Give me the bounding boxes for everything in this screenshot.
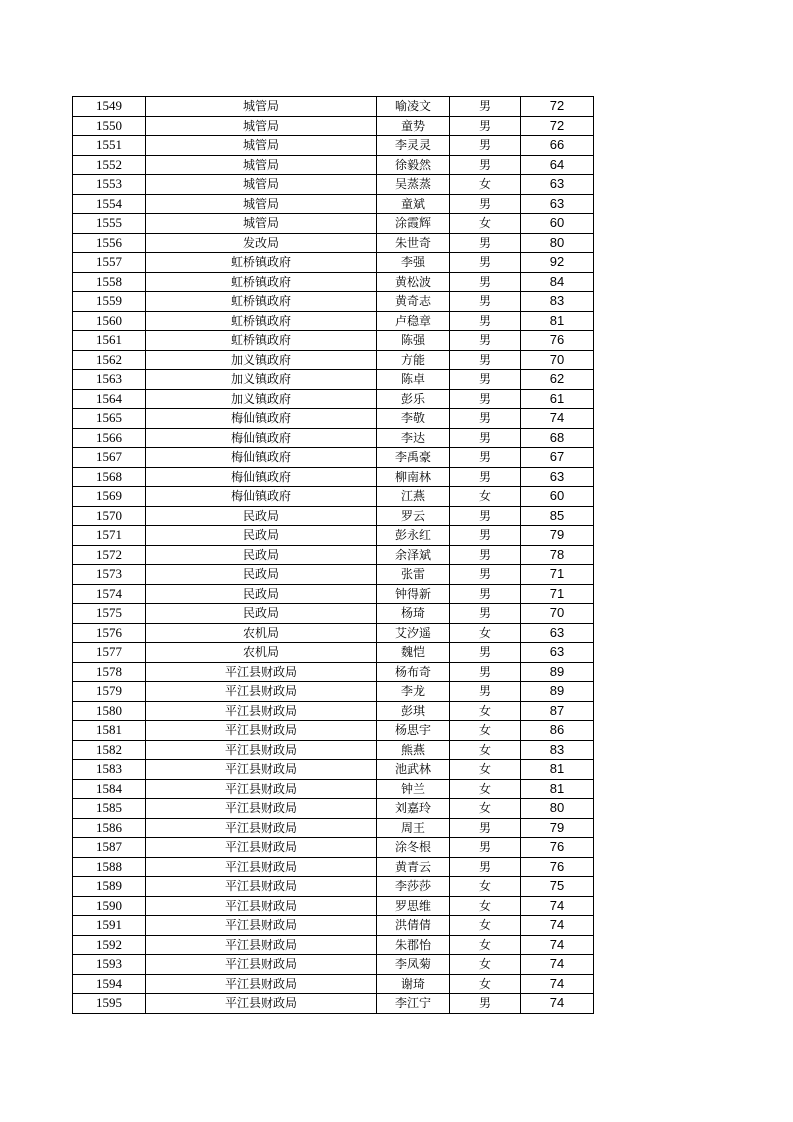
row-number-cell: 1577 — [73, 643, 146, 663]
row-number-cell: 1587 — [73, 838, 146, 858]
department-cell: 民政局 — [146, 545, 377, 565]
score-cell: 85 — [521, 506, 594, 526]
gender-cell: 女 — [450, 896, 521, 916]
score-cell: 80 — [521, 233, 594, 253]
score-cell: 74 — [521, 916, 594, 936]
name-cell: 陈卓 — [377, 370, 450, 390]
row-number-cell: 1559 — [73, 292, 146, 312]
department-cell: 平江县财政局 — [146, 760, 377, 780]
row-number-cell: 1562 — [73, 350, 146, 370]
name-cell: 卢稳章 — [377, 311, 450, 331]
table-row — [73, 136, 594, 156]
gender-cell: 女 — [450, 760, 521, 780]
department-cell: 平江县财政局 — [146, 935, 377, 955]
score-cell: 70 — [521, 604, 594, 624]
name-cell: 陈强 — [377, 331, 450, 351]
department-cell: 梅仙镇政府 — [146, 448, 377, 468]
score-cell: 63 — [521, 623, 594, 643]
table-row — [73, 643, 594, 663]
name-cell: 刘嘉玲 — [377, 799, 450, 819]
gender-cell: 男 — [450, 643, 521, 663]
gender-cell: 男 — [450, 526, 521, 546]
department-cell: 农机局 — [146, 643, 377, 663]
name-cell: 罗云 — [377, 506, 450, 526]
department-cell: 平江县财政局 — [146, 799, 377, 819]
name-cell: 洪倩倩 — [377, 916, 450, 936]
department-cell: 城管局 — [146, 155, 377, 175]
name-cell: 方能 — [377, 350, 450, 370]
row-number-cell: 1566 — [73, 428, 146, 448]
department-cell: 平江县财政局 — [146, 838, 377, 858]
name-cell: 吴蒸蒸 — [377, 175, 450, 195]
name-cell: 谢琦 — [377, 974, 450, 994]
table-row — [73, 604, 594, 624]
department-cell: 梅仙镇政府 — [146, 467, 377, 487]
score-cell: 81 — [521, 779, 594, 799]
gender-cell: 男 — [450, 350, 521, 370]
name-cell: 余泽斌 — [377, 545, 450, 565]
name-cell: 杨琦 — [377, 604, 450, 624]
department-cell: 民政局 — [146, 506, 377, 526]
department-cell: 民政局 — [146, 584, 377, 604]
row-number-cell: 1565 — [73, 409, 146, 429]
row-number-cell: 1557 — [73, 253, 146, 273]
department-cell: 加义镇政府 — [146, 370, 377, 390]
gender-cell: 女 — [450, 955, 521, 975]
table-row — [73, 994, 594, 1014]
department-cell: 平江县财政局 — [146, 916, 377, 936]
department-cell: 平江县财政局 — [146, 877, 377, 897]
table-row — [73, 877, 594, 897]
table-row — [73, 818, 594, 838]
department-cell: 平江县财政局 — [146, 721, 377, 741]
score-cell: 74 — [521, 935, 594, 955]
department-cell: 加义镇政府 — [146, 350, 377, 370]
gender-cell: 男 — [450, 857, 521, 877]
gender-cell: 男 — [450, 565, 521, 585]
gender-cell: 男 — [450, 136, 521, 156]
score-cell: 63 — [521, 175, 594, 195]
department-cell: 平江县财政局 — [146, 682, 377, 702]
score-cell: 63 — [521, 643, 594, 663]
gender-cell: 女 — [450, 175, 521, 195]
department-cell: 城管局 — [146, 136, 377, 156]
score-cell: 62 — [521, 370, 594, 390]
score-cell: 61 — [521, 389, 594, 409]
row-number-cell: 1595 — [73, 994, 146, 1014]
table-row — [73, 409, 594, 429]
row-number-cell: 1569 — [73, 487, 146, 507]
row-number-cell: 1549 — [73, 97, 146, 117]
row-number-cell: 1571 — [73, 526, 146, 546]
name-cell: 池武林 — [377, 760, 450, 780]
table-row — [73, 487, 594, 507]
row-number-cell: 1594 — [73, 974, 146, 994]
table-row — [73, 506, 594, 526]
table-row — [73, 448, 594, 468]
score-cell: 89 — [521, 682, 594, 702]
gender-cell: 男 — [450, 194, 521, 214]
score-cell: 83 — [521, 740, 594, 760]
gender-cell: 女 — [450, 487, 521, 507]
name-cell: 黄松波 — [377, 272, 450, 292]
table-row — [73, 350, 594, 370]
score-cell: 64 — [521, 155, 594, 175]
table-row — [73, 779, 594, 799]
gender-cell: 男 — [450, 253, 521, 273]
table-row — [73, 272, 594, 292]
name-cell: 涂冬根 — [377, 838, 450, 858]
gender-cell: 男 — [450, 584, 521, 604]
department-cell: 虹桥镇政府 — [146, 331, 377, 351]
department-cell: 城管局 — [146, 214, 377, 234]
table-row — [73, 292, 594, 312]
department-cell: 民政局 — [146, 604, 377, 624]
gender-cell: 男 — [450, 467, 521, 487]
table-row — [73, 155, 594, 175]
score-cell: 92 — [521, 253, 594, 273]
row-number-cell: 1567 — [73, 448, 146, 468]
score-cell: 60 — [521, 487, 594, 507]
name-cell: 黄青云 — [377, 857, 450, 877]
row-number-cell: 1591 — [73, 916, 146, 936]
score-cell: 81 — [521, 760, 594, 780]
row-number-cell: 1583 — [73, 760, 146, 780]
department-cell: 平江县财政局 — [146, 896, 377, 916]
table-row — [73, 428, 594, 448]
gender-cell: 男 — [450, 292, 521, 312]
score-cell: 74 — [521, 955, 594, 975]
row-number-cell: 1592 — [73, 935, 146, 955]
department-cell: 发改局 — [146, 233, 377, 253]
row-number-cell: 1552 — [73, 155, 146, 175]
name-cell: 李强 — [377, 253, 450, 273]
table-row — [73, 955, 594, 975]
department-cell: 平江县财政局 — [146, 740, 377, 760]
gender-cell: 男 — [450, 311, 521, 331]
gender-cell: 男 — [450, 545, 521, 565]
score-cell: 75 — [521, 877, 594, 897]
score-cell: 76 — [521, 857, 594, 877]
department-cell: 平江县财政局 — [146, 701, 377, 721]
row-number-cell: 1581 — [73, 721, 146, 741]
score-cell: 72 — [521, 97, 594, 117]
row-number-cell: 1578 — [73, 662, 146, 682]
department-cell: 梅仙镇政府 — [146, 487, 377, 507]
table-row — [73, 526, 594, 546]
gender-cell: 女 — [450, 623, 521, 643]
department-cell: 平江县财政局 — [146, 974, 377, 994]
gender-cell: 女 — [450, 877, 521, 897]
score-cell: 68 — [521, 428, 594, 448]
score-cell: 84 — [521, 272, 594, 292]
score-cell: 79 — [521, 818, 594, 838]
name-cell: 钟得新 — [377, 584, 450, 604]
name-cell: 李莎莎 — [377, 877, 450, 897]
score-cell: 63 — [521, 194, 594, 214]
gender-cell: 女 — [450, 721, 521, 741]
name-cell: 江燕 — [377, 487, 450, 507]
name-cell: 熊燕 — [377, 740, 450, 760]
department-cell: 城管局 — [146, 175, 377, 195]
name-cell: 李达 — [377, 428, 450, 448]
table-row — [73, 175, 594, 195]
row-number-cell: 1556 — [73, 233, 146, 253]
name-cell: 柳南林 — [377, 467, 450, 487]
name-cell: 罗思维 — [377, 896, 450, 916]
score-cell: 60 — [521, 214, 594, 234]
results-table-body — [73, 97, 594, 1014]
name-cell: 朱世奇 — [377, 233, 450, 253]
department-cell: 虹桥镇政府 — [146, 253, 377, 273]
department-cell: 民政局 — [146, 526, 377, 546]
name-cell: 朱郡怡 — [377, 935, 450, 955]
row-number-cell: 1579 — [73, 682, 146, 702]
score-cell: 66 — [521, 136, 594, 156]
score-cell: 74 — [521, 896, 594, 916]
name-cell: 徐毅然 — [377, 155, 450, 175]
row-number-cell: 1555 — [73, 214, 146, 234]
name-cell: 喻凌文 — [377, 97, 450, 117]
department-cell: 城管局 — [146, 97, 377, 117]
department-cell: 城管局 — [146, 116, 377, 136]
department-cell: 农机局 — [146, 623, 377, 643]
row-number-cell: 1553 — [73, 175, 146, 195]
gender-cell: 男 — [450, 272, 521, 292]
table-row — [73, 857, 594, 877]
table-row — [73, 331, 594, 351]
department-cell: 加义镇政府 — [146, 389, 377, 409]
row-number-cell: 1593 — [73, 955, 146, 975]
table-row — [73, 370, 594, 390]
score-cell: 78 — [521, 545, 594, 565]
table-row — [73, 838, 594, 858]
department-cell: 平江县财政局 — [146, 994, 377, 1014]
score-cell: 89 — [521, 662, 594, 682]
gender-cell: 男 — [450, 409, 521, 429]
row-number-cell: 1572 — [73, 545, 146, 565]
score-cell: 71 — [521, 565, 594, 585]
department-cell: 虹桥镇政府 — [146, 272, 377, 292]
gender-cell: 女 — [450, 916, 521, 936]
gender-cell: 男 — [450, 370, 521, 390]
row-number-cell: 1573 — [73, 565, 146, 585]
name-cell: 童势 — [377, 116, 450, 136]
row-number-cell: 1560 — [73, 311, 146, 331]
gender-cell: 男 — [450, 448, 521, 468]
department-cell: 民政局 — [146, 565, 377, 585]
row-number-cell: 1561 — [73, 331, 146, 351]
row-number-cell: 1589 — [73, 877, 146, 897]
score-cell: 86 — [521, 721, 594, 741]
row-number-cell: 1575 — [73, 604, 146, 624]
gender-cell: 男 — [450, 994, 521, 1014]
department-cell: 梅仙镇政府 — [146, 428, 377, 448]
score-cell: 80 — [521, 799, 594, 819]
row-number-cell: 1574 — [73, 584, 146, 604]
name-cell: 艾汐遥 — [377, 623, 450, 643]
gender-cell: 男 — [450, 389, 521, 409]
table-row — [73, 233, 594, 253]
gender-cell: 女 — [450, 701, 521, 721]
table-row — [73, 97, 594, 117]
table-row — [73, 974, 594, 994]
table-row — [73, 467, 594, 487]
name-cell: 李灵灵 — [377, 136, 450, 156]
gender-cell: 男 — [450, 506, 521, 526]
row-number-cell: 1551 — [73, 136, 146, 156]
table-row — [73, 253, 594, 273]
name-cell: 涂霞辉 — [377, 214, 450, 234]
name-cell: 周王 — [377, 818, 450, 838]
gender-cell: 男 — [450, 838, 521, 858]
table-row — [73, 701, 594, 721]
gender-cell: 男 — [450, 818, 521, 838]
department-cell: 平江县财政局 — [146, 955, 377, 975]
department-cell: 虹桥镇政府 — [146, 311, 377, 331]
table-row — [73, 194, 594, 214]
score-cell: 63 — [521, 467, 594, 487]
table-row — [73, 682, 594, 702]
gender-cell: 女 — [450, 974, 521, 994]
row-number-cell: 1563 — [73, 370, 146, 390]
gender-cell: 女 — [450, 799, 521, 819]
row-number-cell: 1570 — [73, 506, 146, 526]
table-row — [73, 896, 594, 916]
name-cell: 李禹豪 — [377, 448, 450, 468]
name-cell: 黄奇志 — [377, 292, 450, 312]
name-cell: 李龙 — [377, 682, 450, 702]
name-cell: 杨布奇 — [377, 662, 450, 682]
gender-cell: 女 — [450, 935, 521, 955]
gender-cell: 男 — [450, 155, 521, 175]
table-row — [73, 760, 594, 780]
department-cell: 城管局 — [146, 194, 377, 214]
row-number-cell: 1558 — [73, 272, 146, 292]
table-row — [73, 311, 594, 331]
table-row — [73, 935, 594, 955]
name-cell: 李江宁 — [377, 994, 450, 1014]
gender-cell: 男 — [450, 662, 521, 682]
name-cell: 魏恺 — [377, 643, 450, 663]
name-cell: 彭琪 — [377, 701, 450, 721]
gender-cell: 男 — [450, 604, 521, 624]
row-number-cell: 1588 — [73, 857, 146, 877]
gender-cell: 男 — [450, 116, 521, 136]
row-number-cell: 1576 — [73, 623, 146, 643]
table-row — [73, 916, 594, 936]
name-cell: 李凤菊 — [377, 955, 450, 975]
name-cell: 张雷 — [377, 565, 450, 585]
table-row — [73, 389, 594, 409]
department-cell: 平江县财政局 — [146, 818, 377, 838]
gender-cell: 男 — [450, 233, 521, 253]
score-cell: 79 — [521, 526, 594, 546]
score-cell: 70 — [521, 350, 594, 370]
score-cell: 71 — [521, 584, 594, 604]
gender-cell: 女 — [450, 779, 521, 799]
score-cell: 74 — [521, 409, 594, 429]
department-cell: 梅仙镇政府 — [146, 409, 377, 429]
department-cell: 虹桥镇政府 — [146, 292, 377, 312]
table-row — [73, 721, 594, 741]
name-cell: 钟兰 — [377, 779, 450, 799]
department-cell: 平江县财政局 — [146, 662, 377, 682]
score-cell: 76 — [521, 331, 594, 351]
row-number-cell: 1564 — [73, 389, 146, 409]
name-cell: 彭永红 — [377, 526, 450, 546]
name-cell: 李敬 — [377, 409, 450, 429]
table-row — [73, 116, 594, 136]
table-row — [73, 584, 594, 604]
department-cell: 平江县财政局 — [146, 857, 377, 877]
score-cell: 81 — [521, 311, 594, 331]
score-cell: 87 — [521, 701, 594, 721]
name-cell: 杨思宇 — [377, 721, 450, 741]
table-row — [73, 545, 594, 565]
table-row — [73, 623, 594, 643]
row-number-cell: 1585 — [73, 799, 146, 819]
score-cell: 67 — [521, 448, 594, 468]
row-number-cell: 1590 — [73, 896, 146, 916]
table-row — [73, 565, 594, 585]
results-table — [72, 96, 594, 1014]
department-cell: 平江县财政局 — [146, 779, 377, 799]
table-row — [73, 214, 594, 234]
row-number-cell: 1586 — [73, 818, 146, 838]
row-number-cell: 1550 — [73, 116, 146, 136]
gender-cell: 男 — [450, 331, 521, 351]
score-cell: 76 — [521, 838, 594, 858]
row-number-cell: 1568 — [73, 467, 146, 487]
gender-cell: 女 — [450, 214, 521, 234]
gender-cell: 女 — [450, 740, 521, 760]
score-cell: 74 — [521, 994, 594, 1014]
gender-cell: 男 — [450, 682, 521, 702]
row-number-cell: 1554 — [73, 194, 146, 214]
row-number-cell: 1584 — [73, 779, 146, 799]
row-number-cell: 1582 — [73, 740, 146, 760]
table-row — [73, 799, 594, 819]
gender-cell: 男 — [450, 97, 521, 117]
score-cell: 74 — [521, 974, 594, 994]
table-row — [73, 740, 594, 760]
gender-cell: 男 — [450, 428, 521, 448]
name-cell: 童斌 — [377, 194, 450, 214]
row-number-cell: 1580 — [73, 701, 146, 721]
score-cell: 72 — [521, 116, 594, 136]
table-row — [73, 662, 594, 682]
name-cell: 彭乐 — [377, 389, 450, 409]
score-cell: 83 — [521, 292, 594, 312]
